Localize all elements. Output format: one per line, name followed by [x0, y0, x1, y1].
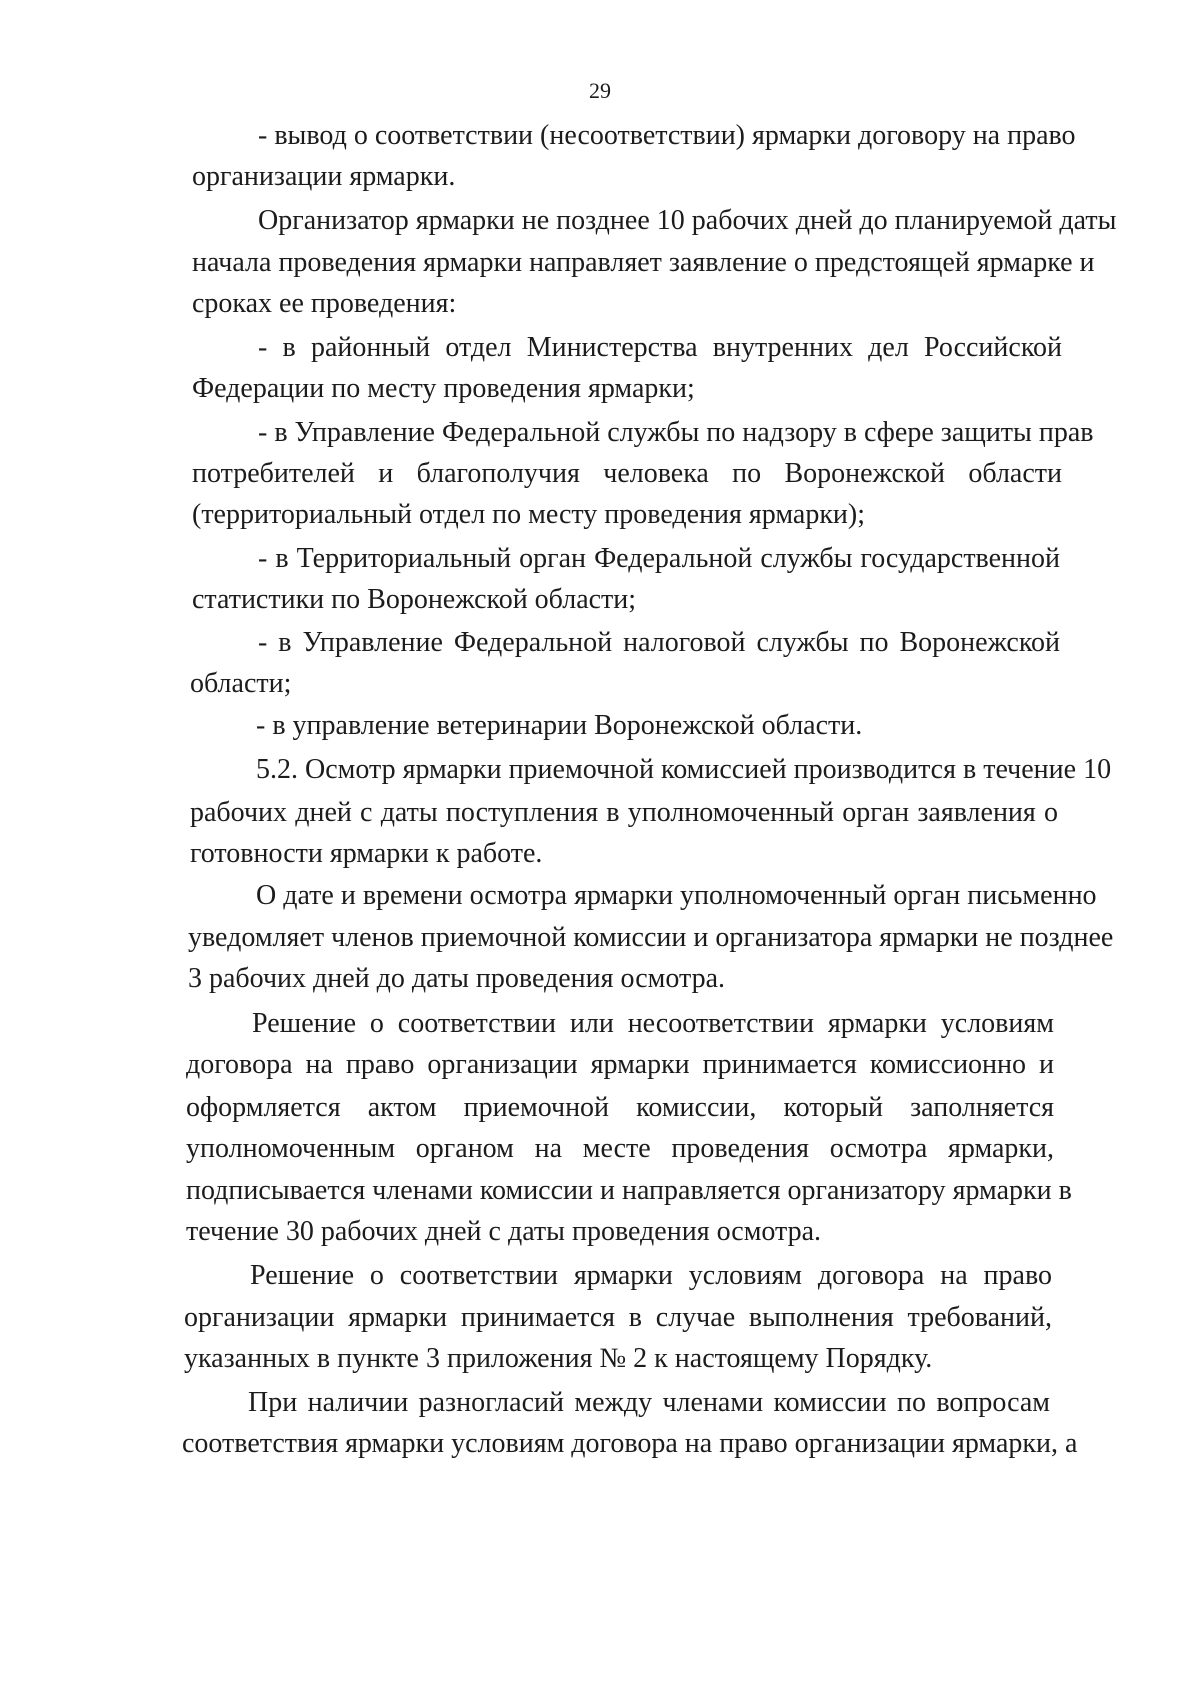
text-line: уведомляет членов приемочной комиссии и организатора ярмарки не позднее — [188, 922, 1114, 953]
text-line: Решение о соответствии ярмарки условиям договора на право — [250, 1260, 1052, 1291]
text-line: течение 30 рабочих дней с даты проведения осмотра. — [186, 1216, 822, 1247]
text-line: Организатор ярмарки не позднее 10 рабочих дней до планируемой даты — [258, 205, 1117, 236]
text-line: - в управление ветеринарии Воронежской области. — [256, 710, 863, 741]
text-line: О дате и времени осмотра ярмарки уполномоченный орган письменно — [256, 880, 1097, 911]
text-line: соответствия ярмарки условиям договора на право организации ярмарки, а — [182, 1428, 1078, 1459]
text-line: 3 рабочих дней до даты проведения осмотра. — [188, 963, 726, 994]
text-line: При наличии разногласий между членами комиссии по вопросам — [248, 1387, 1050, 1418]
text-line: - в районный отдел Министерства внутренних дел Российской — [258, 332, 1062, 363]
text-line: подписывается членами комиссии и направляется организатору ярмарки в — [186, 1175, 1072, 1206]
page-number: 29 — [589, 78, 611, 103]
text-line: сроках ее проведения: — [192, 288, 457, 319]
text-line: Федерации по месту проведения ярмарки; — [192, 373, 695, 404]
text-line: оформляется актом приемочной комиссии, который заполняется — [186, 1092, 1054, 1123]
text-line: области; — [190, 668, 292, 699]
text-line: - вывод о соответствии (несоответствии) ярмарки договору на право — [258, 120, 1076, 151]
text-line: готовности ярмарки к работе. — [190, 838, 543, 869]
text-line: договора на право организации ярмарки принимается комиссионно и — [186, 1049, 1054, 1080]
text-line: указанных в пункте 3 приложения № 2 к настоящему Порядку. — [184, 1343, 933, 1374]
text-line: потребителей и благополучия человека по Воронежской области — [192, 458, 1062, 489]
text-line: - в Управление Федеральной налоговой службы по Воронежской — [258, 627, 1060, 658]
text-line: 5.2. Осмотр ярмарки приемочной комиссией производится в течение 10 — [256, 754, 1112, 785]
text-line: уполномоченным органом на месте проведения осмотра ярмарки, — [186, 1133, 1054, 1164]
text-line: организации ярмарки. — [192, 161, 456, 192]
text-line: (территориальный отдел по месту проведения ярмарки); — [192, 499, 866, 530]
text-line: - в Управление Федеральной службы по надзору в сфере защиты прав — [258, 417, 1094, 448]
text-line: Решение о соответствии или несоответствии ярмарки условиям — [252, 1008, 1054, 1039]
text-line: - в Территориальный орган Федеральной службы государственной — [258, 543, 1060, 574]
text-line: рабочих дней с даты поступления в уполномоченный орган заявления о — [190, 797, 1058, 828]
text-line: статистики по Воронежской области; — [192, 584, 637, 615]
text-line: организации ярмарки принимается в случае выполнения требований, — [184, 1302, 1052, 1333]
text-line: начала проведения ярмарки направляет заявление о предстоящей ярмарке и — [192, 247, 1095, 278]
